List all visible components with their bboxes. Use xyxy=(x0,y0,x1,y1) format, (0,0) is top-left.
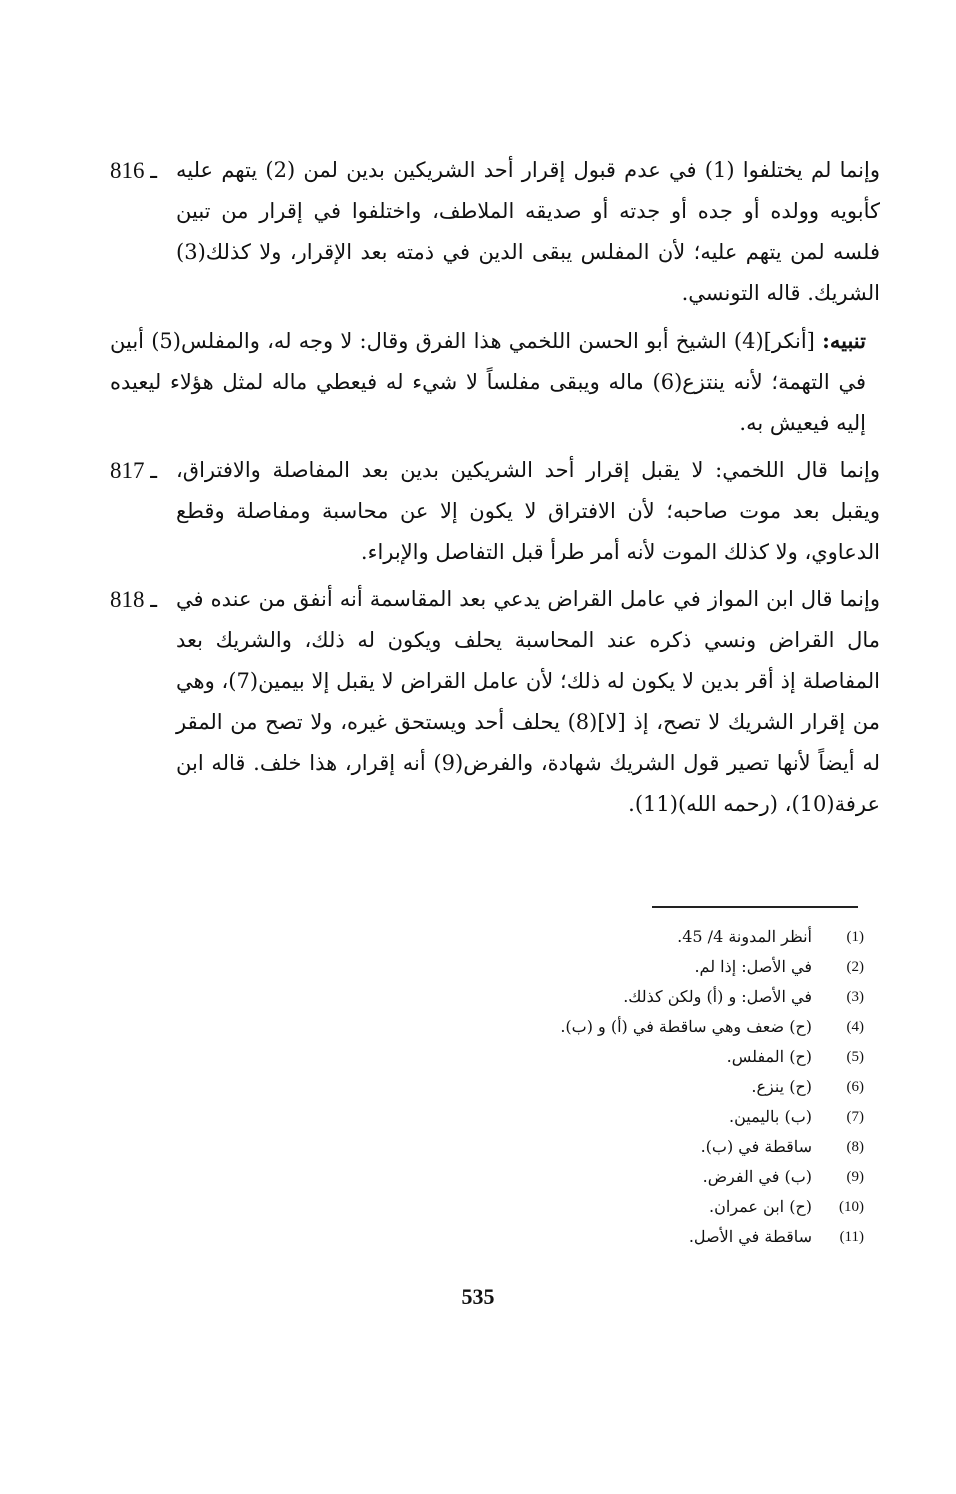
footnote-text: في الأصل: و (أ) ولكن كذلك. xyxy=(623,987,812,1006)
note-label: تنبيه: xyxy=(822,328,866,353)
footnote-text: (ح) ابن عمران. xyxy=(709,1197,812,1216)
footnote-number: (3) xyxy=(846,989,864,1005)
footnote-divider xyxy=(652,906,858,908)
footnote-number: (2) xyxy=(846,959,864,975)
entry-number: 818 ـ xyxy=(110,587,157,612)
footnote xyxy=(344,1102,864,1132)
footnote xyxy=(344,982,864,1012)
entry-text: وإنما قال ابن المواز في عامل القراض يدعي بعد المقاسمة أنه أنفق من عنده في مال القراض ونسي ذكره عند المحاسبة يحلف ويكون له ذلك، والشريك بعد المفاصلة إذ أقر بدين لا يكون له ذلك؛ لأن عامل القراض لا يقبل إلا بيمين(7)، وهي من إقرار الشريك لا تصح، إذ [لا](8) يحلف أحد ويستحق غيره، ولا تصح من المقر له أيضاً لأنها تصير قول الشريك شهادة، والفرض(9) أنه إقرار، هذا خلف. قاله ابن عرفة(10)، (رحمه الله)(11). xyxy=(176,587,881,816)
footnote-text: (ب) باليمين. xyxy=(728,1107,812,1126)
footnote-number: (5) xyxy=(846,1049,864,1065)
footnotes xyxy=(344,922,864,1252)
footnote xyxy=(344,1042,864,1072)
footnote-text: (ب) في الفرض. xyxy=(702,1167,812,1186)
entry-817 xyxy=(110,450,880,573)
entry-number: 816 ـ xyxy=(110,158,157,183)
footnote xyxy=(344,1132,864,1162)
footnote-text: أنظر المدونة 4/ 45. xyxy=(677,927,812,946)
page-number: 535 xyxy=(461,1284,495,1309)
footnote xyxy=(344,1012,864,1042)
footnote-text: ساقطة في (ب). xyxy=(700,1137,812,1156)
footnote xyxy=(344,922,864,952)
footnote xyxy=(344,1192,864,1222)
footnote xyxy=(344,1072,864,1102)
footnote-text: (ح) المفلس. xyxy=(726,1047,812,1066)
note-paragraph xyxy=(110,320,880,444)
footnote xyxy=(344,952,864,982)
footnote-text: (ح) ينزع. xyxy=(751,1077,812,1096)
entry-818 xyxy=(110,579,880,825)
entry-number: 817 ـ xyxy=(110,458,157,483)
footnote-number: (1) xyxy=(846,929,864,945)
footnote-number: (6) xyxy=(846,1079,864,1095)
footnote-number: (4) xyxy=(846,1019,864,1035)
note-text: [أنكر](4) الشيخ أبو الحسن اللخمي هذا الفرق وقال: لا وجه له، والمفلس(5) أبين في التهمة؛ لأنه ينتزع(6) ماله ويبقى مفلساً لا شيء له فيعطي ماله لمثل هؤلاء ليعيده إليه فيعيش به. xyxy=(110,329,866,435)
footnote-number: (10) xyxy=(839,1199,864,1215)
footnote-number: (7) xyxy=(846,1109,864,1125)
footnote-number: (11) xyxy=(839,1229,864,1245)
footnote-text: ساقطة في الأصل. xyxy=(688,1227,812,1246)
main-text xyxy=(110,150,880,831)
footnote-text: في الأصل: إذا لم. xyxy=(694,957,812,976)
footnote-text: (ح) ضعف وهي ساقطة في (أ) و (ب). xyxy=(560,1017,812,1036)
footnote-number: (9) xyxy=(846,1169,864,1185)
footnote xyxy=(344,1162,864,1192)
entry-text: وإنما لم يختلفوا (1) في عدم قبول إقرار أحد الشريكين بدين لمن (2) يتهم عليه كأبويه وولده أو جده أو جدته أو صديقه الملاطف، واختلفوا في إقرار من تبين فلسه لمن يتهم عليه؛ لأن المفلس يبقى الدين في ذمته بعد الإقرار، ولا كذلك(3) الشريك. قاله التونسي. xyxy=(176,158,880,305)
footnote xyxy=(344,1222,864,1252)
footnote-number: (8) xyxy=(846,1139,864,1155)
entry-816 xyxy=(110,150,880,314)
entry-text: وإنما قال اللخمي: لا يقبل إقرار أحد الشريكين بدين بعد المفاصلة والافتراق، ويقبل بعد موت صاحبه؛ لأن الافتراق لا يكون إلا عن محاسبة ومفاصلة وقطع الدعاوي، ولا كذلك الموت لأنه أمر طرأ قبل التفاصل والإبراء. xyxy=(176,458,880,564)
